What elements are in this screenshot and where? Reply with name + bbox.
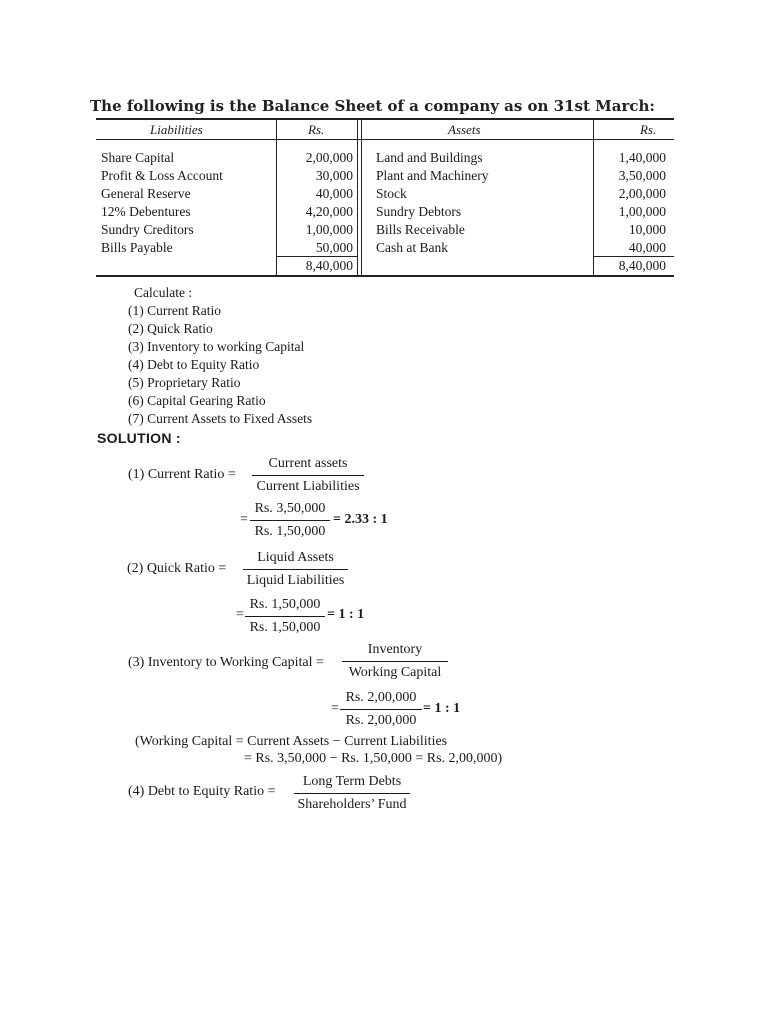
- liability-name: Profit & Loss Account: [101, 168, 223, 183]
- asset-amount: 2,00,000: [618, 186, 666, 201]
- list-item: (1) Current Ratio: [128, 303, 221, 318]
- calculate-list: [128, 284, 312, 428]
- list-item: (5) Proprietary Ratio: [128, 375, 241, 390]
- asset-amount: 1,40,000: [618, 150, 666, 165]
- numerator: Rs. 3,50,000: [254, 501, 326, 516]
- liability-amount: 40,000: [315, 186, 353, 201]
- asset-amount: 1,00,000: [618, 204, 666, 219]
- numerator: Current assets: [268, 456, 348, 471]
- equals-sign: =: [331, 701, 339, 716]
- quick-ratio-formula: [243, 549, 348, 590]
- working-capital-note: (Working Capital = Current Assets − Current Liabilities: [135, 734, 448, 749]
- asset-amount: 10,000: [628, 222, 666, 237]
- list-item: (7) Current Assets to Fixed Assets: [128, 411, 313, 426]
- numerator: Liquid Assets: [257, 550, 334, 565]
- denominator: Rs. 1,50,000: [249, 620, 321, 635]
- quick-ratio-result: = 1 : 1: [327, 607, 365, 622]
- header-assets: Assets: [448, 122, 481, 137]
- liability-name: Bills Payable: [101, 240, 173, 255]
- fraction-bar: [252, 475, 364, 476]
- liability-name: Share Capital: [101, 150, 175, 165]
- numerator: Rs. 2,00,000: [345, 690, 417, 705]
- asset-name: Sundry Debtors: [376, 204, 462, 219]
- list-item: (4) Debt to Equity Ratio: [128, 357, 260, 372]
- asset-name: Bills Receivable: [376, 222, 465, 237]
- total-liabilities: 8,40,000: [305, 258, 353, 273]
- table-top-rule: [96, 118, 674, 120]
- quick-ratio-values: [245, 596, 325, 637]
- asset-amount: 3,50,000: [618, 168, 666, 183]
- liability-amount: 30,000: [315, 168, 353, 183]
- denominator: Working Capital: [348, 665, 442, 680]
- liability-amount: 2,00,000: [305, 150, 353, 165]
- asset-name: Land and Buildings: [376, 150, 483, 165]
- denominator: Current Liabilities: [256, 479, 360, 494]
- column-rule: [361, 118, 362, 276]
- denominator: Liquid Liabilities: [246, 573, 345, 588]
- header-rs: Rs.: [640, 122, 657, 137]
- total-assets: 8,40,000: [618, 258, 666, 273]
- inventory-wc-values: [340, 689, 422, 730]
- liability-amount: 50,000: [315, 240, 353, 255]
- working-capital-note: = Rs. 3,50,000 − Rs. 1,50,000 = Rs. 2,00,000): [244, 751, 503, 766]
- fraction-bar: [294, 793, 410, 794]
- header-rs: Rs.: [308, 122, 325, 137]
- asset-name: Stock: [376, 186, 407, 201]
- denominator: Shareholders’ Fund: [297, 797, 407, 812]
- fraction-bar: [342, 661, 448, 662]
- asset-name: Plant and Machinery: [376, 168, 489, 183]
- fraction-bar: [250, 520, 330, 521]
- fraction-bar: [245, 616, 325, 617]
- liability-name: 12% Debentures: [101, 204, 191, 219]
- current-ratio-result: = 2.33 : 1: [333, 512, 388, 527]
- liability-name: General Reserve: [101, 186, 191, 201]
- inventory-wc-result: = 1 : 1: [423, 701, 461, 716]
- quick-ratio-label: (2) Quick Ratio =: [127, 561, 227, 576]
- header-liabilities: Liabilities: [150, 122, 203, 137]
- numerator: Inventory: [367, 642, 423, 657]
- inventory-wc-label: (3) Inventory to Working Capital =: [128, 655, 324, 670]
- denominator: Rs. 2,00,000: [345, 713, 417, 728]
- denominator: Rs. 1,50,000: [254, 524, 326, 539]
- liability-amount: 1,00,000: [305, 222, 353, 237]
- inventory-wc-formula: [342, 641, 448, 682]
- fraction-bar: [243, 569, 348, 570]
- balance-sheet-table: [96, 118, 674, 276]
- list-item: (6) Capital Gearing Ratio: [128, 393, 266, 408]
- numerator: Rs. 1,50,000: [249, 597, 321, 612]
- debt-equity-label: (4) Debt to Equity Ratio =: [128, 784, 276, 799]
- current-ratio-values: [250, 500, 330, 541]
- solution-heading: SOLUTION :: [97, 430, 181, 446]
- current-ratio-formula: [252, 455, 364, 496]
- liability-name: Sundry Creditors: [101, 222, 194, 237]
- asset-amount: 40,000: [628, 240, 666, 255]
- page-title: The following is the Balance Sheet of a company as on 31st March:: [90, 97, 655, 115]
- asset-name: Cash at Bank: [376, 240, 448, 255]
- current-ratio-label: (1) Current Ratio =: [128, 467, 236, 482]
- list-item: (3) Inventory to working Capital: [128, 339, 305, 354]
- numerator: Long Term Debts: [302, 774, 402, 789]
- column-rule: [357, 118, 358, 276]
- table-bottom-rule: [96, 275, 674, 277]
- column-rule: [276, 118, 277, 276]
- liability-amount: 4,20,000: [305, 204, 353, 219]
- equals-sign: =: [236, 607, 244, 622]
- calculate-heading: Calculate :: [134, 285, 193, 300]
- list-item: (2) Quick Ratio: [128, 321, 213, 336]
- equals-sign: =: [240, 512, 248, 527]
- fraction-bar: [340, 709, 422, 710]
- debt-equity-formula: [294, 773, 410, 814]
- table-header-rule: [96, 139, 674, 140]
